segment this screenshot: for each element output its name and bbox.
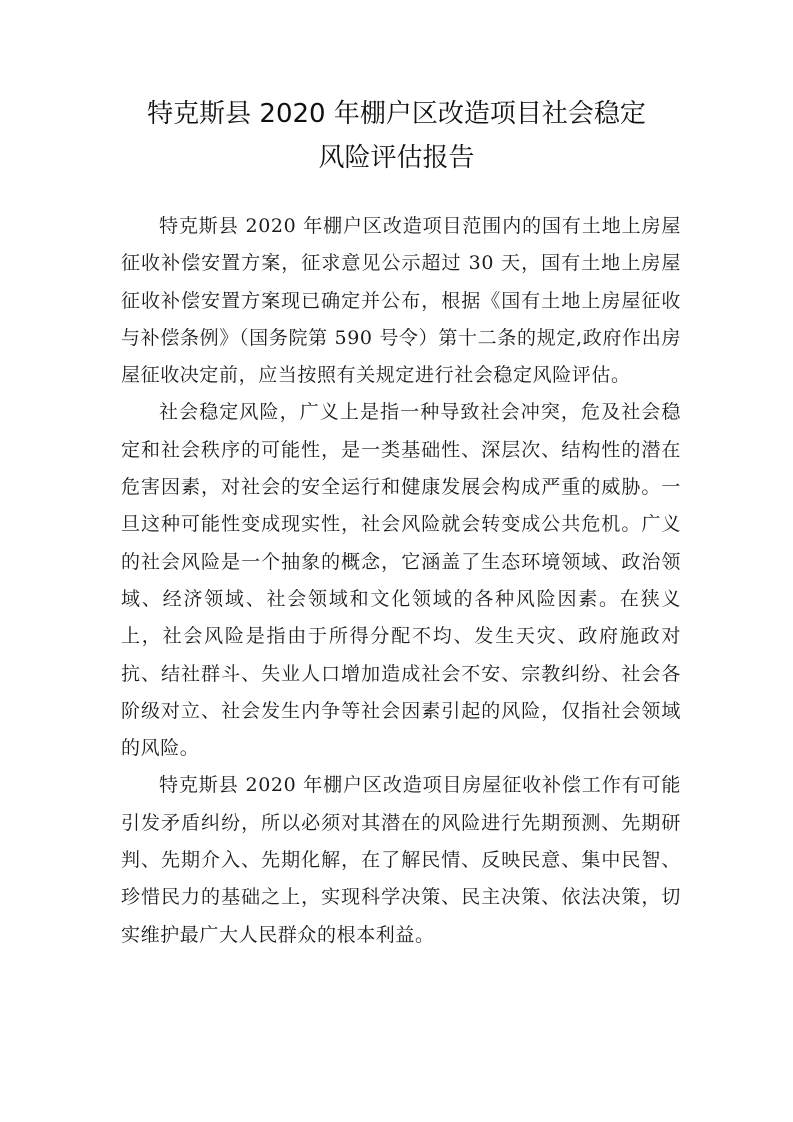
paragraph-1: 特克斯县 2020 年棚户区改造项目范围内的国有土地上房屋征收补偿安置方案，征求意见公示超过 30 天，国有土地上房屋征收补偿安置方案现已确定并公布，根据《国有土地上房屋征收与补偿条例》（国务院第 590 号令）第十二条的规定,政府作出房屋征收决定前，应当按照有关规定进行社会稳定风险评估。: [121, 215, 681, 387]
title-line-2: 风险评估报告: [318, 143, 475, 173]
title-line-1: 特克斯县 2020 年棚户区改造项目社会稳定: [147, 99, 646, 129]
document-body: [121, 208, 681, 954]
document-title: [90, 92, 703, 180]
paragraph-2: 社会稳定风险，广义上是指一种导致社会冲突，危及社会稳定和社会秩序的可能性，是一类基础性、深层次、结构性的潜在危害因素，对社会的安全运行和健康发展会构成严重的威胁。一旦这种可能性变成现实性，社会风险就会转变成公共危机。广义的社会风险是一个抽象的概念，它涵盖了生态环境领域、政治领域、经济领域、社会领域和文化领域的各种风险因素。在狭义上，社会风险是指由于所得分配不均、发生天灾、政府施政对抗、结社群斗、失业人口增加造成社会不安、宗教纠纷、社会各阶级对立、社会发生内争等社会因素引起的风险，仅指社会领域的风险。: [121, 401, 681, 760]
paragraph-3: 特克斯县 2020 年棚户区改造项目房屋征收补偿工作有可能引发矛盾纠纷，所以必须对其潜在的风险进行先期预测、先期研判、先期介入、先期化解，在了解民情、反映民意、集中民智、珍惜民力的基础之上，实现科学决策、民主决策、依法决策，切实维护最广大人民群众的根本利益。: [121, 774, 681, 946]
